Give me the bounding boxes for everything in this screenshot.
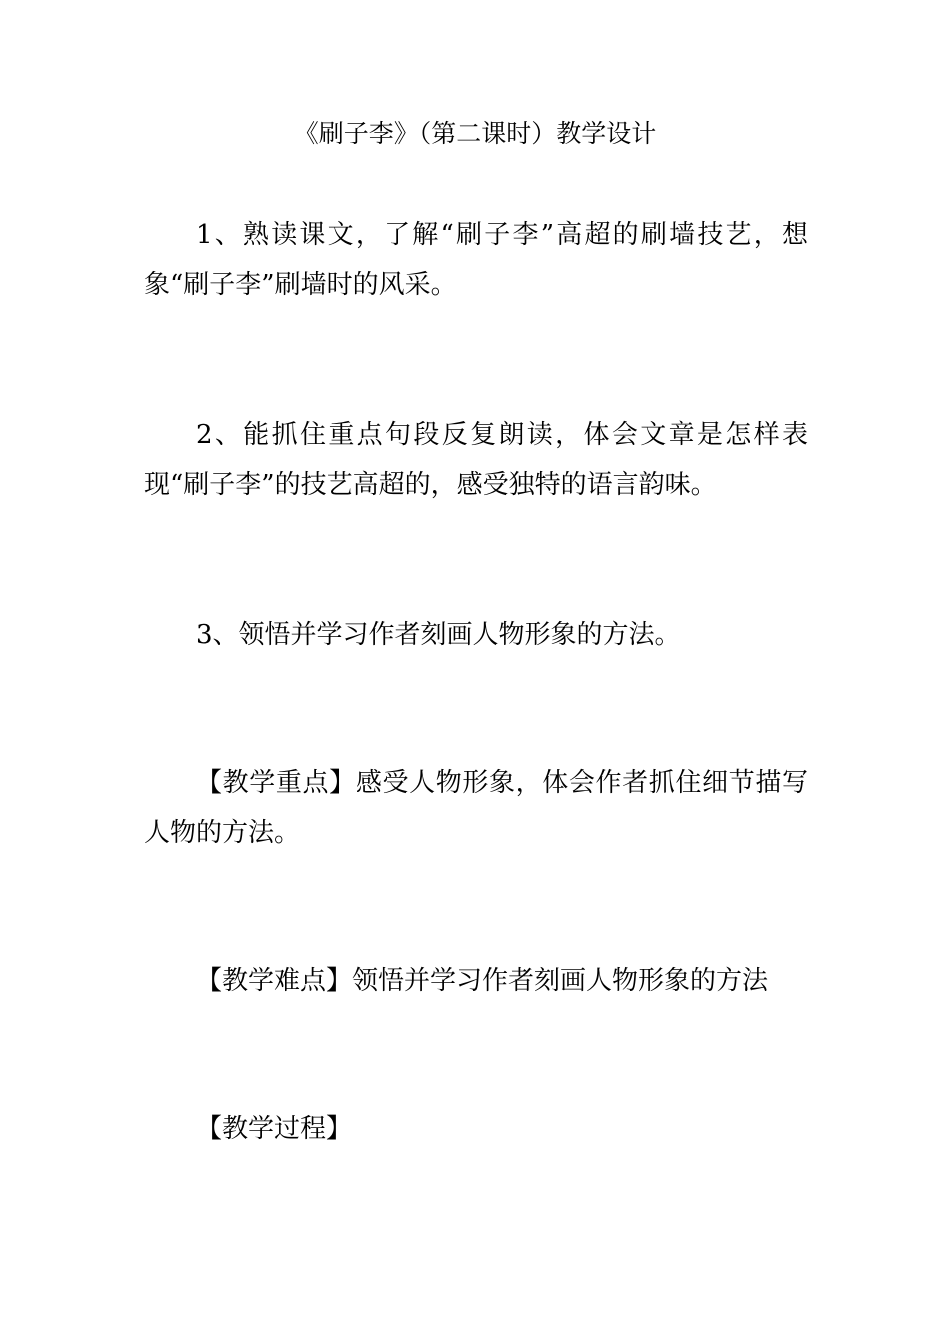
teaching-difficulty-paragraph: 【教学难点】领悟并学习作者刻画人物形象的方法	[196, 966, 769, 996]
objective-paragraph-2: 2、能抓住重点句段反复朗读，体会文章是怎样表现“刷子李”的技艺高超的，感受独特的语言韵味。	[144, 420, 808, 500]
document-title: 《刷子李》（第二课时）教学设计	[293, 119, 657, 148]
teaching-focus-paragraph: 【教学重点】感受人物形象，体会作者抓住细节描写人物的方法。	[144, 768, 808, 848]
teaching-process-heading: 【教学过程】	[196, 1114, 353, 1144]
objective-paragraph-1: 1、熟读课文，了解“刷子李”高超的刷墙技艺，想象“刷子李”刷墙时的风采。	[144, 220, 808, 300]
objective-paragraph-3: 3、领悟并学习作者刻画人物形象的方法。	[196, 620, 681, 650]
